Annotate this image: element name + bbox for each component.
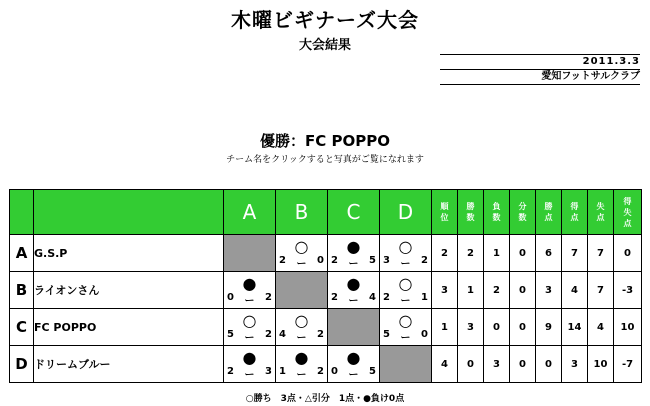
self-match-cell (276, 272, 328, 309)
stat-header (588, 190, 614, 235)
stat-header-char: 負 (492, 202, 501, 211)
score-dash: ー (348, 296, 359, 307)
match-score (224, 292, 275, 307)
stat-cell: 0 (458, 346, 484, 383)
header-blank-cell (10, 190, 34, 235)
score-dash: ー (400, 259, 411, 270)
score-opponent: 4 (369, 292, 376, 303)
self-match-cell (380, 346, 432, 383)
match-score (328, 255, 379, 270)
table-row (10, 272, 642, 309)
stat-header-char: 勝 (544, 202, 553, 211)
photo-note: チーム名をクリックすると写真がご覧になれます (226, 155, 424, 165)
stat-cell: 0 (510, 346, 536, 383)
result-mark-icon: ○ (398, 237, 413, 256)
score-opponent: 2 (265, 292, 272, 303)
match-score (328, 292, 379, 307)
stat-cell: 0 (510, 309, 536, 346)
champion-heading: 優勝：FC POPPO (260, 132, 390, 150)
stat-cell: 3 (484, 346, 510, 383)
column-header: A (224, 190, 276, 235)
match-cell (380, 272, 432, 309)
stat-cell: 4 (562, 272, 588, 309)
self-match-cell (328, 309, 380, 346)
match-cell (224, 272, 276, 309)
stat-cell: 3 (432, 272, 458, 309)
stat-header (614, 190, 642, 235)
stat-cell: 10 (614, 309, 642, 346)
score-opponent: 0 (317, 255, 324, 266)
stat-header-char: 失 (623, 207, 632, 217)
match-cell (380, 309, 432, 346)
column-header: B (276, 190, 328, 235)
match-score (380, 329, 431, 344)
stat-cell: 0 (510, 235, 536, 272)
score-dash: ー (400, 333, 411, 344)
score-own: 3 (383, 255, 390, 266)
stat-header (562, 190, 588, 235)
stat-cell: 9 (536, 309, 562, 346)
result-mark-icon: ○ (242, 311, 257, 330)
match-score (224, 329, 275, 344)
self-match-cell (224, 235, 276, 272)
stat-header (458, 190, 484, 235)
match-cell (328, 272, 380, 309)
stat-cell: 10 (588, 346, 614, 383)
score-own: 5 (227, 329, 234, 340)
stat-header-char: 位 (440, 213, 449, 222)
stat-cell: 6 (536, 235, 562, 272)
score-own: 4 (279, 329, 286, 340)
stat-cell: 14 (562, 309, 588, 346)
stat-header-char: 順 (440, 202, 449, 211)
stat-cell: 4 (432, 346, 458, 383)
table-row (10, 346, 642, 383)
team-name-link[interactable]: FC POPPO (34, 309, 224, 346)
result-mark-icon: ● (242, 348, 257, 367)
table-row (10, 309, 642, 346)
stat-header-char: 点 (623, 218, 632, 228)
stat-header (536, 190, 562, 235)
stat-cell: -3 (614, 272, 642, 309)
header-row (10, 190, 642, 235)
team-name-link[interactable]: ドリームブルー (34, 346, 224, 383)
score-opponent: 2 (317, 366, 324, 377)
stat-cell: 2 (432, 235, 458, 272)
stat-header-char: 数 (492, 213, 501, 222)
result-mark-icon: ○ (398, 311, 413, 330)
match-score (276, 255, 327, 270)
stat-cell: 0 (536, 346, 562, 383)
divider (440, 84, 640, 85)
column-header: D (380, 190, 432, 235)
match-cell (328, 235, 380, 272)
stat-header (484, 190, 510, 235)
stat-header-char: 勝 (466, 202, 475, 211)
stat-header-char: 点 (596, 213, 605, 222)
column-header: C (328, 190, 380, 235)
team-letter: A (10, 235, 34, 272)
match-score (276, 366, 327, 381)
score-dash: ー (348, 370, 359, 381)
result-mark-icon: ○ (294, 237, 309, 256)
result-mark-icon: ● (346, 237, 361, 256)
stat-cell: 4 (588, 309, 614, 346)
page-title: 木曜ビギナーズ大会 (231, 8, 419, 32)
match-score (328, 366, 379, 381)
score-opponent: 1 (421, 292, 428, 303)
score-own: 2 (227, 366, 234, 377)
score-own: 0 (331, 366, 338, 377)
match-cell (276, 346, 328, 383)
stat-cell: 7 (588, 272, 614, 309)
match-score (380, 255, 431, 270)
result-mark-icon: ● (294, 348, 309, 367)
score-opponent: 2 (421, 255, 428, 266)
stat-cell: -7 (614, 346, 642, 383)
stat-cell: 2 (458, 235, 484, 272)
score-opponent: 5 (369, 366, 376, 377)
result-mark-icon: ○ (398, 274, 413, 293)
score-dash: ー (296, 333, 307, 344)
result-mark-icon: ● (242, 274, 257, 293)
stat-header (432, 190, 458, 235)
stat-cell: 0 (484, 309, 510, 346)
results-table (9, 189, 642, 383)
stat-header (510, 190, 536, 235)
score-own: 0 (227, 292, 234, 303)
stat-cell: 0 (614, 235, 642, 272)
stat-header-char: 数 (518, 213, 527, 222)
score-dash: ー (244, 333, 255, 344)
score-own: 2 (331, 292, 338, 303)
score-dash: ー (296, 370, 307, 381)
score-own: 2 (331, 255, 338, 266)
stat-cell: 1 (432, 309, 458, 346)
stat-header-char: 点 (570, 213, 579, 222)
team-name-link[interactable]: ライオンさん (34, 272, 224, 309)
stat-cell: 1 (458, 272, 484, 309)
match-cell (224, 309, 276, 346)
result-mark-icon: ○ (294, 311, 309, 330)
stat-header-char: 数 (466, 213, 475, 222)
score-opponent: 0 (421, 329, 428, 340)
stat-header-char: 得 (623, 196, 632, 206)
match-cell (224, 346, 276, 383)
score-dash: ー (348, 259, 359, 270)
result-mark-icon: ● (346, 274, 361, 293)
match-score (276, 329, 327, 344)
score-own: 2 (383, 292, 390, 303)
legend: ○勝ち 3点・△引分 1点・●負け0点 (245, 394, 405, 404)
table-row (10, 235, 642, 272)
score-dash: ー (400, 296, 411, 307)
team-letter: D (10, 346, 34, 383)
result-mark-icon: ● (346, 348, 361, 367)
stat-cell: 1 (484, 235, 510, 272)
stat-header-char: 失 (596, 202, 605, 211)
score-opponent: 2 (265, 329, 272, 340)
stat-cell: 7 (588, 235, 614, 272)
match-cell (328, 346, 380, 383)
stat-cell: 7 (562, 235, 588, 272)
stat-header-char: 点 (544, 213, 553, 222)
stat-cell: 2 (484, 272, 510, 309)
stat-cell: 3 (536, 272, 562, 309)
page-subtitle: 大会結果 (298, 38, 351, 53)
match-score (224, 366, 275, 381)
score-own: 2 (279, 255, 286, 266)
match-score (380, 292, 431, 307)
score-own: 5 (383, 329, 390, 340)
event-date: 2011.3.3 (582, 56, 640, 67)
header-team-cell (34, 190, 224, 235)
team-name-link[interactable]: G.S.P (34, 235, 224, 272)
score-dash: ー (244, 296, 255, 307)
stat-header-char: 分 (518, 202, 527, 211)
score-dash: ー (244, 370, 255, 381)
match-cell (276, 235, 328, 272)
club-name: 愛知フットサルクラブ (541, 71, 640, 82)
score-own: 1 (279, 366, 286, 377)
score-dash: ー (296, 259, 307, 270)
team-letter: C (10, 309, 34, 346)
match-cell (380, 235, 432, 272)
match-cell (276, 309, 328, 346)
stat-cell: 3 (562, 346, 588, 383)
event-info (440, 54, 640, 85)
score-opponent: 5 (369, 255, 376, 266)
stat-cell: 3 (458, 309, 484, 346)
stat-cell: 0 (510, 272, 536, 309)
team-letter: B (10, 272, 34, 309)
score-opponent: 3 (265, 366, 272, 377)
score-opponent: 2 (317, 329, 324, 340)
stat-header-char: 得 (570, 202, 579, 211)
